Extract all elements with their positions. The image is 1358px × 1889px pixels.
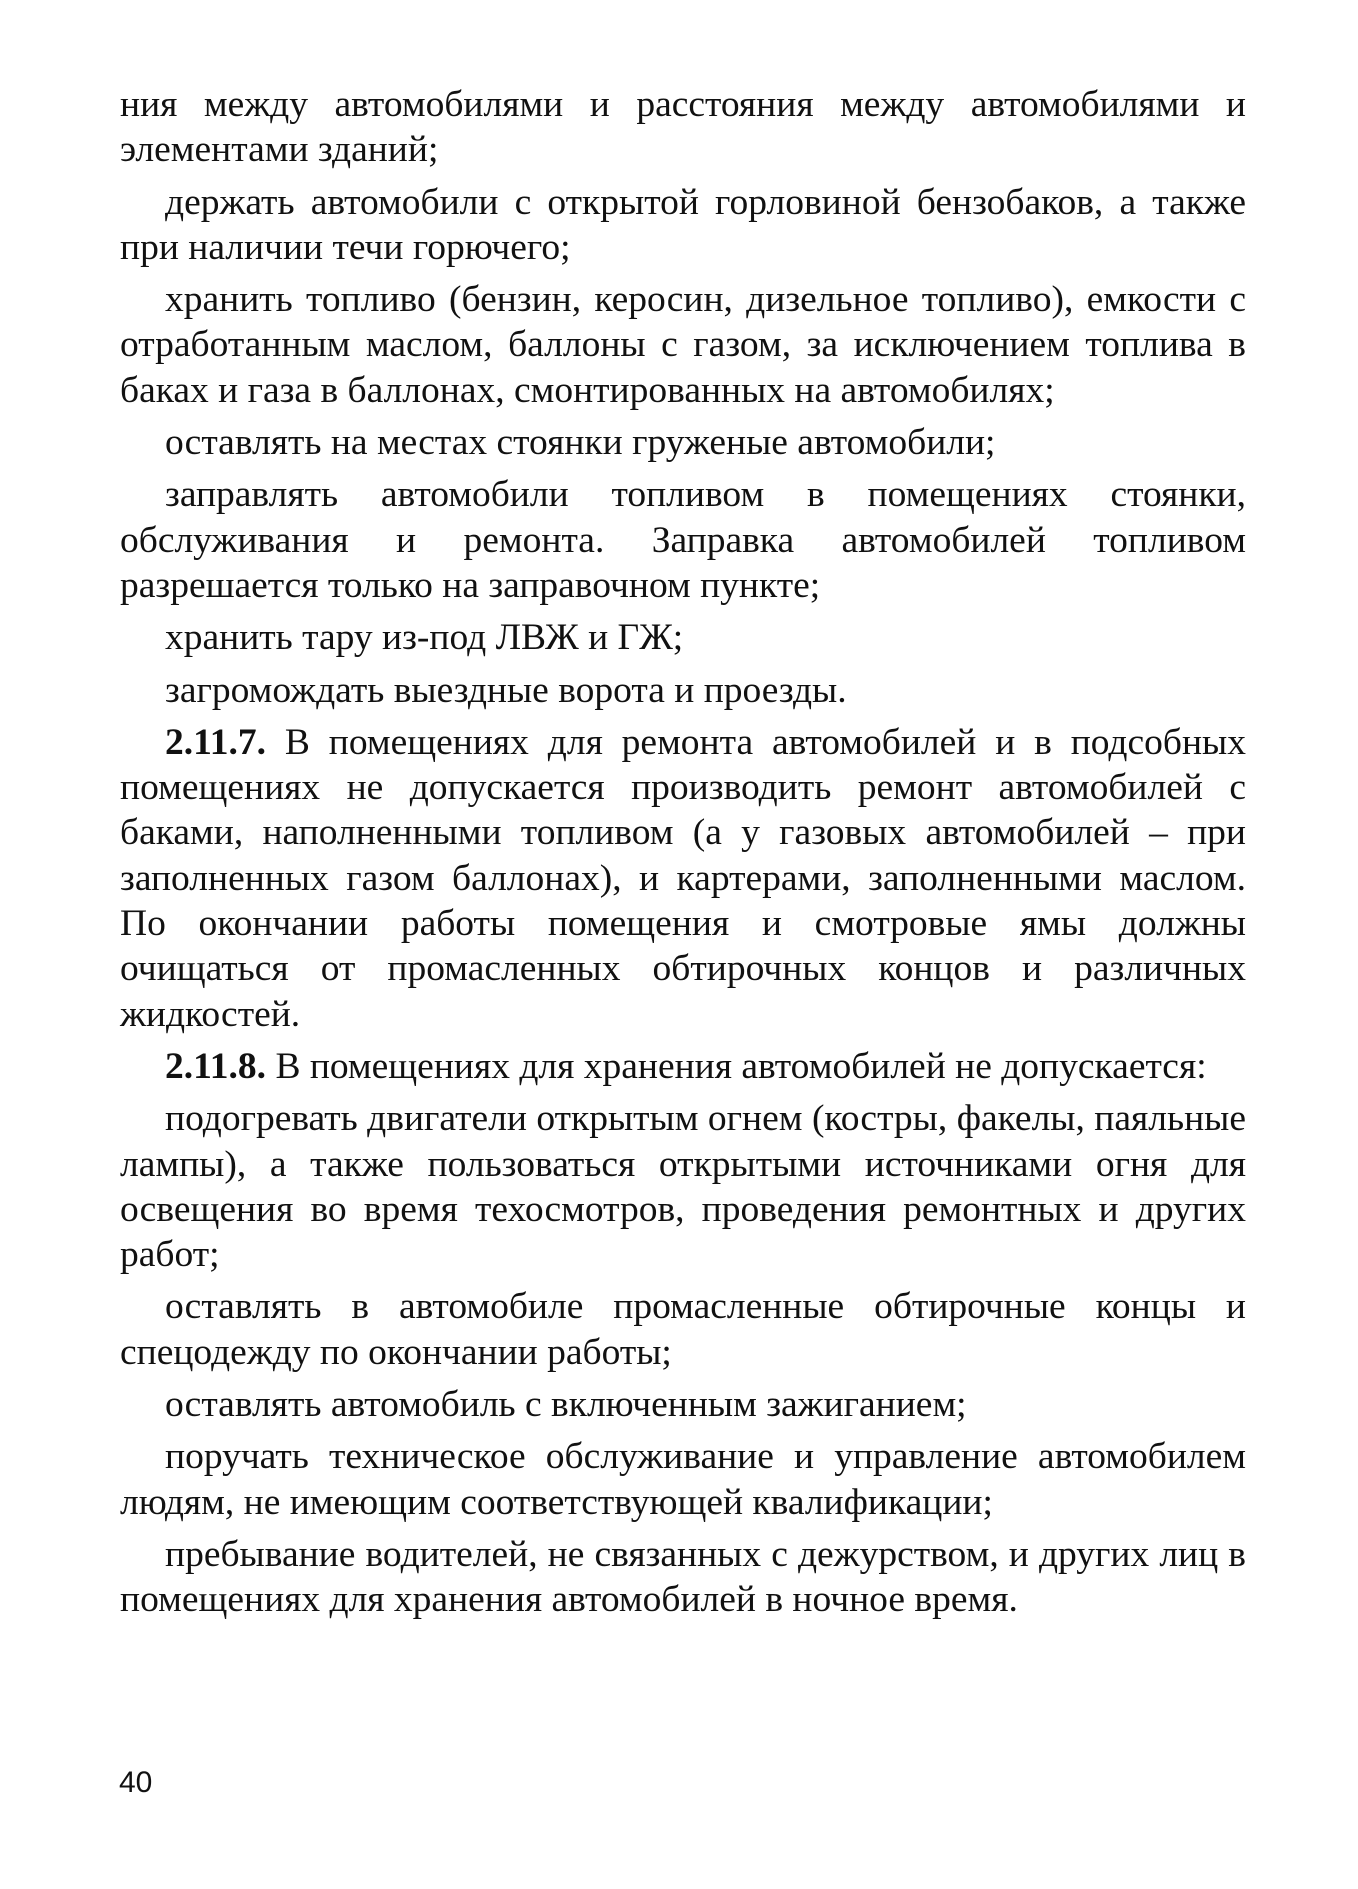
paragraph: пребывание водителей, не связанных с дежурством, и других лиц в помещениях для хранения автомобилей в ночное время. [120, 1533, 1246, 1621]
section-number: 2.11.7. [165, 721, 267, 763]
page-number: 40 [119, 1766, 153, 1799]
page-body [120, 82, 1246, 1630]
paragraph: заправлять автомобили топливом в помещениях стоянки, обслуживания и ремонта. Заправка автомобилей топливом разрешается только на заправочном пункте; [120, 474, 1246, 606]
paragraph: хранить топливо (бензин, керосин, дизельное топливо), емкости с отработанным маслом, баллоны с газом, за исключением топлива в баках и газа в баллонах, смонтированных на автомобилях; [120, 279, 1246, 411]
section-paragraph: 2.11.7. В помещениях для ремонта автомобилей и в подсобных помещениях не допускается производить ремонт автомобилей с баками, наполненными топливом (а у газовых автомобилей – при заполненных газом баллонах), и картерами, заполненными маслом. По окончании работы помещения и смотровые ямы должны очищаться от промасленных обтирочных концов и различных жидкостей. [120, 721, 1246, 1035]
section-paragraph: 2.11.8. В помещениях для хранения автомобилей не допускается: [165, 1045, 1207, 1087]
paragraph: ния между автомобилями и расстояния между автомобилями и элементами зданий; [120, 84, 1246, 171]
paragraph: оставлять в автомобиле промасленные обтирочные концы и спецодежду по окончании работы; [120, 1286, 1246, 1373]
paragraph: хранить тару из-под ЛВЖ и ГЖ; [165, 617, 684, 659]
paragraph: оставлять автомобиль с включенным зажиганием; [165, 1384, 967, 1426]
section-number: 2.11.8. [165, 1045, 267, 1087]
paragraph: поручать техническое обслуживание и управление автомобилем людям, не имеющим соответствующей квалификации; [120, 1436, 1246, 1523]
paragraph: загромождать выездные ворота и проезды. [165, 669, 847, 711]
paragraph: подогревать двигатели открытым огнем (костры, факелы, паяльные лампы), а также пользоваться открытыми источниками огня для освещения во время техосмотров, проведения ремонтных и других работ; [120, 1098, 1246, 1276]
paragraph: оставлять на местах стоянки груженые автомобили; [165, 422, 996, 464]
paragraph: держать автомобили с открытой горловиной бензобаков, а также при наличии течи горючего; [120, 181, 1246, 268]
